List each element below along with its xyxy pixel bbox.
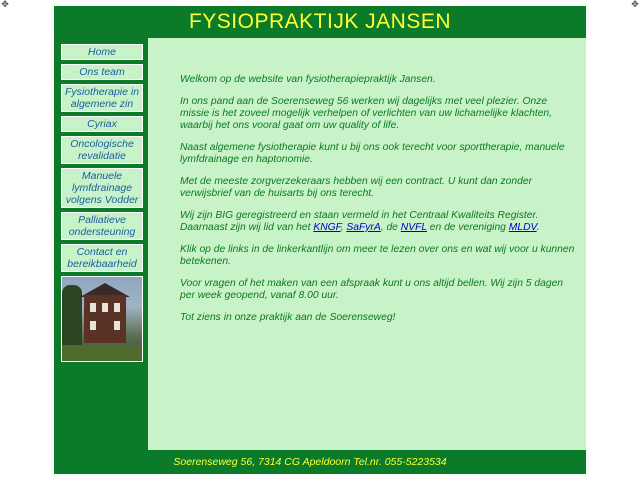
sidebar-item-lymfdrainage[interactable] [61, 168, 143, 208]
sidebar-item-fysiotherapie[interactable] [61, 84, 143, 112]
insurance-paragraph: Met de meeste zorgverzekeraars hebben wij een contract. U kunt dan zonder verwijsbrief van de huisarts bij ons terecht. [180, 176, 532, 199]
sidebar-item-label: volgens Vodder [65, 194, 139, 206]
membership-text: Wij zijn BIG geregistreerd en staan vermeld in het Centraal Kwaliteits Register. Daarnaast zijn wij lid van het [180, 210, 539, 233]
main-content [148, 38, 586, 450]
sidebar-item-label: Cyriax [87, 118, 117, 130]
sidebar-item-label: Manuele [81, 170, 123, 182]
navigation-hint-paragraph: Klik op de links in de linkerkantlijn om meer te lezen over ons en wat wij voor u kunnen betekenen. [180, 244, 575, 267]
sidebar-item-palliatieve[interactable] [61, 212, 143, 240]
appointment-paragraph: Voor vragen of het maken van een afspraak kunt u ons altijd bellen. Wij zijn 5 dagen per week geopend, vanaf 8.00 uur. [180, 278, 564, 301]
photo-house [84, 295, 126, 343]
site-title: FYSIOPRAKTIJK JANSEN [188, 10, 452, 33]
separator-text: en de vereniging [426, 222, 509, 233]
sidebar-item-label: Fysiotherapie in [64, 86, 140, 98]
sidebar-item-label: bereikbaarheid [67, 258, 137, 270]
sidebar-item-label: Oncologische [70, 138, 134, 150]
sidebar-item-contact[interactable] [61, 244, 143, 272]
sidebar-item-label: lymfdrainage [71, 182, 133, 194]
resize-arrows-icon[interactable]: ✥ [631, 0, 639, 10]
footer-address: Soerenseweg 56, 7314 CG Apeldoorn Tel.nr. 055-5223534 [173, 456, 447, 468]
resize-arrows-icon[interactable]: ✥ [1, 0, 9, 10]
sidebar-item-label: Palliatieve [78, 214, 126, 226]
sidebar-item-cyriax[interactable] [61, 116, 143, 132]
nvfl-link[interactable]: NVFL [400, 222, 427, 233]
separator-text: . [536, 222, 540, 233]
separator-text: , [340, 222, 347, 233]
photo-window [114, 321, 120, 330]
safyra-link[interactable]: SaFyrA [346, 222, 381, 233]
site-frame [54, 6, 586, 474]
sidebar-item-home[interactable] [61, 44, 143, 60]
sidebar-item-label: algemene zin [70, 98, 134, 110]
practice-building-photo [61, 276, 143, 362]
membership-paragraph [180, 210, 575, 234]
mldv-link[interactable]: MLDV [508, 222, 537, 233]
sidebar-item-label: Contact en [76, 246, 128, 258]
separator-text: , de [380, 222, 401, 233]
sidebar-item-oncologische-revalidatie[interactable] [61, 136, 143, 164]
sidebar-item-ons-team[interactable] [61, 64, 143, 80]
sidebar-item-label: revalidatie [78, 150, 126, 162]
sidebar-item-label: Ons team [79, 66, 125, 78]
intro-paragraph: In ons pand aan de Soerenseweg 56 werken wij dagelijks met veel plezier. Onze missie is het zoveel mogelijk verhelpen of verlichten van uw lichamelijke klachten, waarbij het ons vooral gaat om uw quality of life. [180, 96, 553, 131]
sidebar-item-label: Home [87, 46, 116, 58]
kngf-link[interactable]: KNGF [313, 222, 341, 233]
sidebar-nav [60, 44, 144, 362]
photo-window [114, 303, 120, 312]
sidebar-item-label: ondersteuning [68, 226, 136, 238]
photo-window [102, 303, 108, 312]
services-paragraph: Naast algemene fysiotherapie kunt u bij ons ook terecht voor sporttherapie, manuele lymfdrainage en haptonomie. [180, 142, 565, 165]
photo-window [90, 321, 96, 330]
welcome-paragraph: Welkom op de website van fysiotherapiepraktijk Jansen. [180, 74, 436, 85]
closing-paragraph: Tot ziens in onze praktijk aan de Soerenseweg! [180, 312, 396, 323]
photo-lawn [62, 345, 143, 361]
photo-window [90, 303, 96, 312]
